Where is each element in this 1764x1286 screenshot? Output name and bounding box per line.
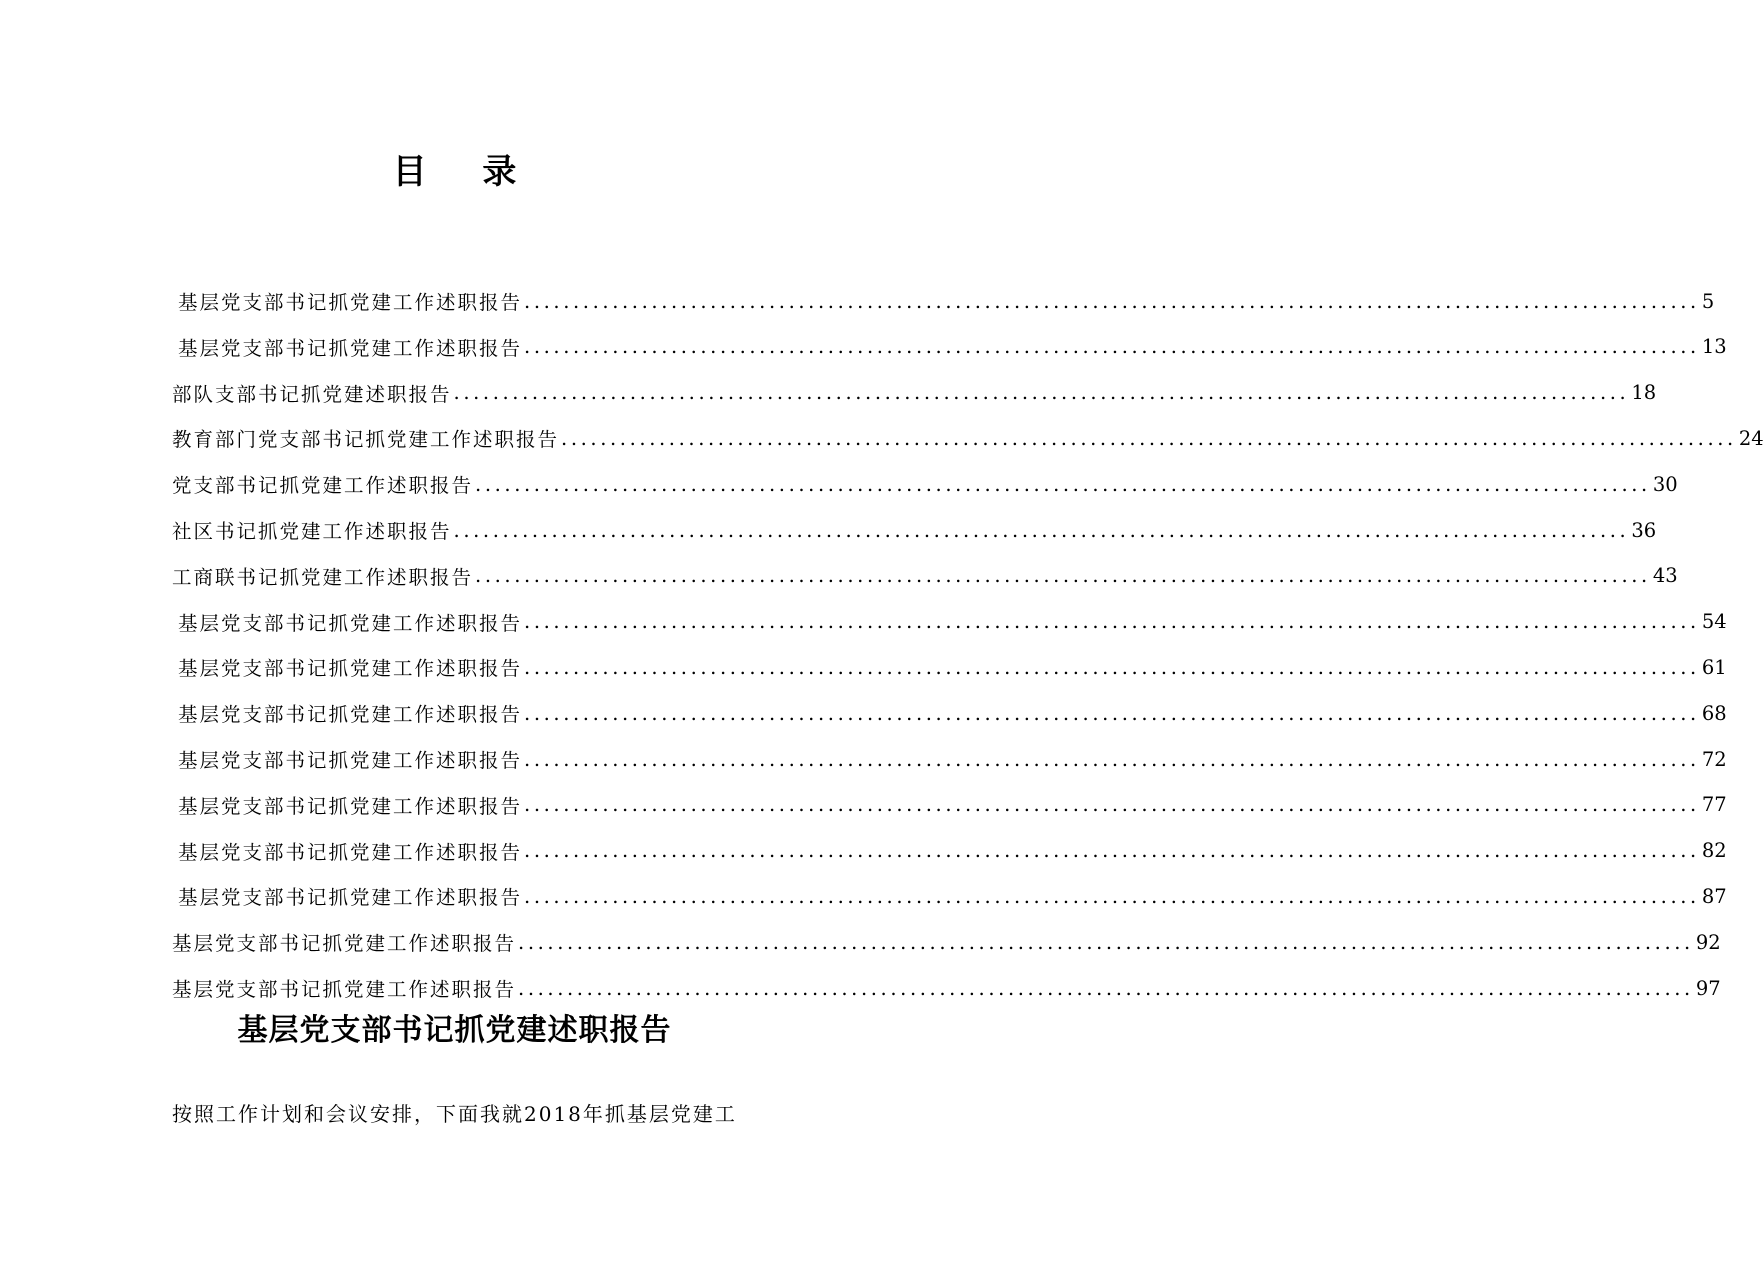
toc-entry-page: 77	[1701, 793, 1727, 817]
toc-entry-label: 社区书记抓党建工作述职报告	[172, 520, 452, 543]
toc-dot-leader: ........................................................................................................................	[518, 976, 1694, 1000]
toc-entry-page: 30	[1652, 472, 1678, 496]
toc-dot-leader: ........................................................................................................................	[524, 884, 1700, 908]
toc-entry-label: 基层党支部书记抓党建工作述职报告	[178, 749, 523, 772]
toc-entry[interactable]	[178, 599, 1727, 645]
toc-dot-leader: ........................................................................................................................	[561, 426, 1737, 450]
toc-entry[interactable]	[178, 690, 1727, 736]
toc-entry-label: 工商联书记抓党建工作述职报告	[172, 565, 474, 589]
toc-entry-label: 基层党支部书记抓党建工作述职报告	[172, 932, 517, 956]
toc-entry-page: 92	[1695, 930, 1721, 954]
toc-entry-label: 基层党支部书记抓党建工作述职报告	[178, 611, 523, 635]
toc-entry[interactable]	[178, 324, 1727, 370]
toc-entry-label: 基层党支部书记抓党建工作述职报告	[178, 794, 523, 818]
toc-entry[interactable]	[178, 644, 1727, 690]
toc-entry[interactable]	[178, 828, 1727, 874]
toc-dot-leader: ........................................................................................................................	[475, 564, 1651, 588]
toc-entry-label: 基层党支部书记抓党建工作述职报告	[178, 703, 523, 727]
toc-entry-page: 13	[1701, 335, 1727, 359]
toc-entry-page: 18	[1631, 381, 1657, 405]
toc-entry[interactable]	[172, 415, 1764, 461]
toc-dot-leader: ........................................................................................................................	[453, 518, 1630, 542]
toc-entry-page: 24	[1738, 426, 1764, 450]
toc-entry[interactable]	[178, 736, 1727, 782]
toc-title: 目 录	[392, 152, 539, 192]
toc-entry[interactable]	[178, 873, 1727, 919]
toc-entry[interactable]	[172, 507, 1657, 553]
toc-dot-leader: ........................................................................................................................	[475, 472, 1651, 496]
toc-entry-page: 87	[1701, 884, 1727, 908]
toc-entry-label: 基层党支部书记抓党建工作述职报告	[172, 978, 517, 1001]
toc-dot-leader: ........................................................................................................................	[453, 381, 1630, 405]
toc-dot-leader: ........................................................................................................................	[524, 839, 1700, 863]
toc-entry[interactable]	[178, 782, 1727, 828]
toc-entry-label: 党支部书记抓党建工作述职报告	[172, 474, 474, 498]
toc-entry-label: 基层党支部书记抓党建工作述职报告	[178, 657, 523, 681]
toc-entry[interactable]	[172, 370, 1657, 416]
toc-entry-page: 72	[1701, 747, 1727, 771]
toc-entry-label: 基层党支部书记抓党建工作述职报告	[178, 336, 523, 360]
toc-entry-label: 基层党支部书记抓党建工作述职报告	[178, 840, 523, 864]
toc-entry-label: 基层党支部书记抓党建工作述职报告	[178, 886, 523, 910]
toc-dot-leader: ........................................................................................................................	[524, 701, 1700, 725]
document-heading: 基层党支部书记抓党建述职报告	[237, 1013, 672, 1048]
toc-entry-page: 36	[1631, 518, 1657, 542]
toc-entry[interactable]	[172, 553, 1678, 599]
toc-entry-page: 5	[1701, 289, 1715, 313]
document-paragraph: 按照工作计划和会议安排，下面我就2018年抓基层党建工	[172, 1102, 737, 1126]
toc-entry-page: 61	[1701, 655, 1727, 679]
toc-entry-page: 68	[1701, 701, 1727, 725]
toc-entry[interactable]	[172, 965, 1721, 1011]
toc-dot-leader: ........................................................................................................................	[524, 793, 1700, 817]
toc-entry[interactable]	[172, 919, 1721, 965]
toc-dot-leader: ........................................................................................................................	[524, 747, 1700, 771]
toc-entry-label: 部队支部书记抓党建述职报告	[172, 382, 452, 406]
toc-dot-leader: ........................................................................................................................	[524, 655, 1700, 679]
toc-dot-leader: ........................................................................................................................	[524, 610, 1700, 634]
toc-entry-page: 97	[1695, 976, 1721, 1000]
toc-entry-page: 54	[1701, 610, 1727, 634]
toc-entry-page: 43	[1652, 564, 1678, 588]
toc-entry-label: 基层党支部书记抓党建工作述职报告	[178, 291, 523, 314]
toc-entry-label: 教育部门党支部书记抓党建工作述职报告	[172, 428, 560, 452]
toc-dot-leader: ........................................................................................................................	[524, 335, 1700, 359]
toc-entry-page: 82	[1701, 839, 1727, 863]
toc-entry[interactable]	[172, 461, 1678, 507]
toc-dot-leader: ........................................................................................................................	[518, 930, 1694, 954]
toc-entry[interactable]	[178, 278, 1715, 324]
toc-dot-leader: ........................................................................................................................	[524, 289, 1700, 313]
